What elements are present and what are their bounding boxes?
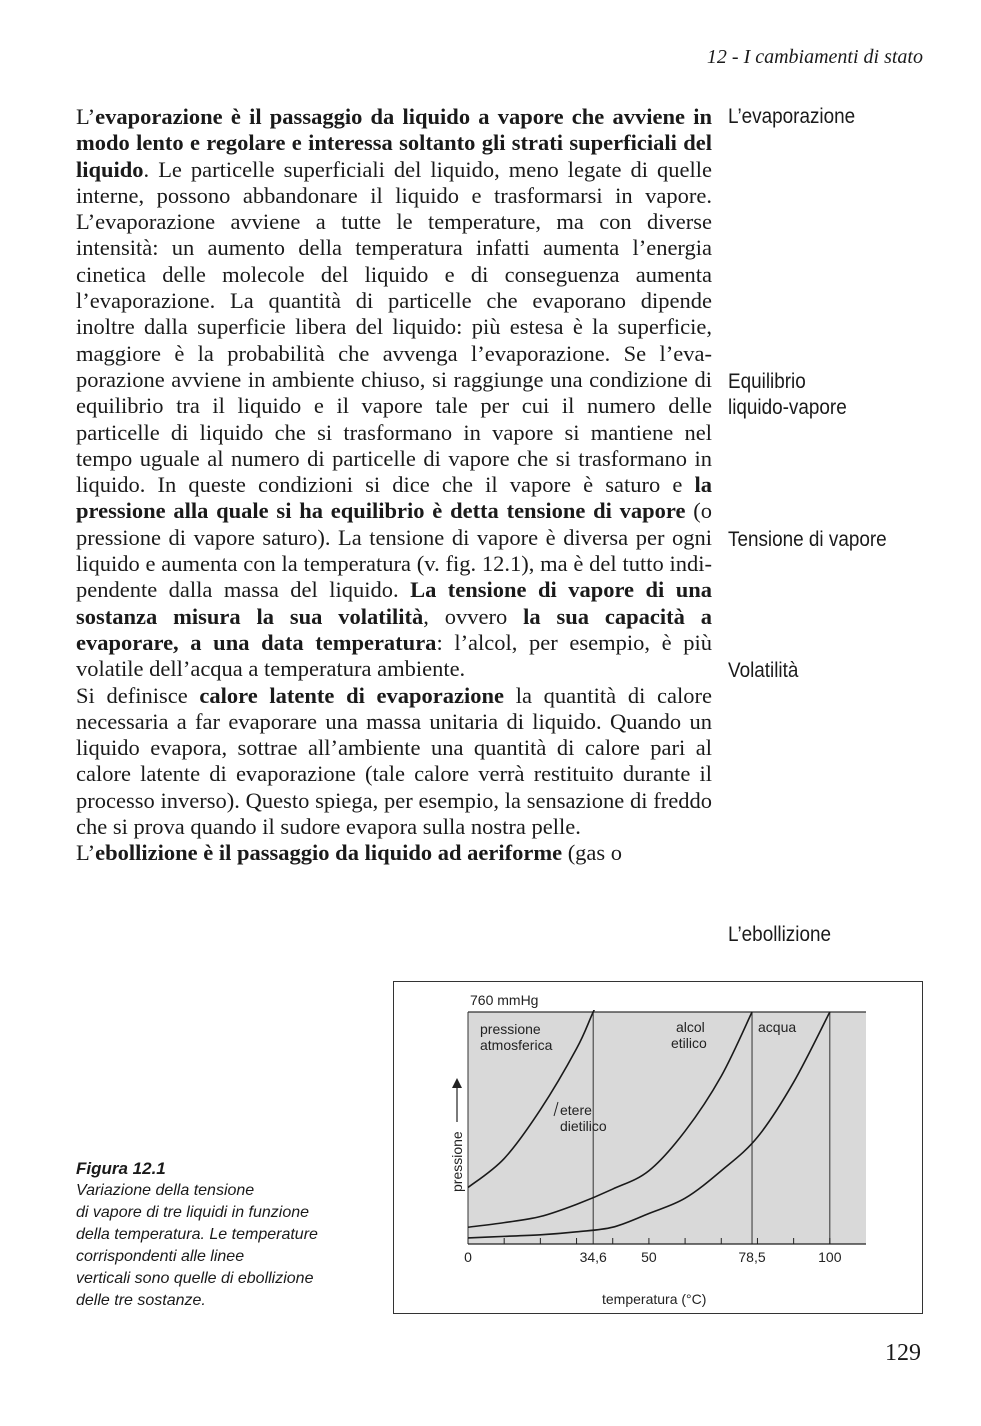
label-alcol: alcol: [676, 1019, 705, 1035]
x-tick-label: 0: [464, 1249, 472, 1265]
text-run: (o pressione di vapore saturo). La tensione di vapore è diversa per ogni liquido e aumenta con la temperatura (v. fig. 12.1), ma è del tutto indipendente dalla massa del liquido.: [76, 498, 713, 603]
running-header: 12 - I cambiamenti di stato: [706, 46, 923, 68]
figure-12-1: [393, 981, 923, 1314]
paragraph-evaporazione: [76, 104, 712, 683]
label-acqua: acqua: [758, 1019, 797, 1035]
label-etere: etere: [560, 1102, 592, 1118]
label-etilico: etilico: [671, 1035, 707, 1051]
text-run: (gas o: [562, 840, 623, 866]
margin-note-equilibrio: Equilibrio: [728, 370, 806, 393]
caption-line: delle tre sostanze.: [76, 1292, 206, 1309]
top-label: 760 mmHg: [470, 992, 539, 1008]
y-axis-arrow-head: [452, 1078, 462, 1088]
x-axis-label: temperatura (°C): [602, 1291, 707, 1307]
x-tick-label: 50: [641, 1249, 657, 1265]
bold-run: la pressione alla quale si ha equilibrio è detta tensione di vapore: [76, 472, 712, 524]
atm-label-1: pressione: [480, 1021, 541, 1037]
x-tick-label: 34,6: [579, 1249, 607, 1265]
paragraph-calore-latente: [76, 683, 712, 841]
text-run: , ovvero: [423, 603, 524, 629]
figure-caption: [76, 1158, 366, 1312]
caption-line: verticali sono quelle di ebollizione: [76, 1270, 314, 1287]
vapor-pressure-chart: [394, 982, 922, 1313]
margin-note-volatilita: Volatilità: [728, 659, 799, 682]
caption-line: di vapore di tre liquidi in funzione: [76, 1204, 310, 1221]
text-run: L’: [76, 840, 96, 866]
bold-run: La tensione di vapore di una sostanza misura la sua volatilità: [76, 577, 712, 629]
text-run: . Le particelle superficiali del liquido, meno legate di quelle interne, possono abbandonare il liquido e trasformarsi in vapore. L’evaporazione avviene a tutte le temperature, ma con diverse intensità: un aumento della temperatura infatti aumenta l’energia cinetica delle molecole del liquido e di conseguenza aumenta l’evaporazione. La quantità di particelle che evaporano dipende inoltre dalla superficie libera del liquido: più estesa è la superficie, maggiore è la probabilità che avvenga l’evaporazione. Se l’evaporazione avviene in ambiente chiuso, si raggiunge una condizione di equilibrio tra il liquido e il vapore tale per cui il numero delle particelle di liquido che si trasformano in vapore si mantiene nel tempo uguale al numero di particelle di vapore che si trasformano in liquido. In queste condizioni si dice che il vapore è saturo e: [76, 156, 712, 498]
bold-run: calore latente di evaporazione: [199, 682, 505, 708]
margin-note-ebollizione: L’ebollizione: [728, 923, 831, 946]
figure-caption-title: Figura 12.1: [76, 1159, 166, 1178]
margin-note-liquido-vapore: liquido-vapore: [728, 396, 847, 419]
page-number: 129: [885, 1340, 921, 1366]
bold-run: evaporazione è il passaggio da liquido a vapore che avviene in modo lento e regolare e interessa soltanto gli strati superficiali del liquido: [76, 104, 712, 182]
paragraph-ebollizione: [76, 840, 712, 866]
caption-line: Variazione della tensione: [76, 1182, 255, 1199]
atm-label-2: atmosferica: [480, 1037, 553, 1053]
bold-run: la sua capacità a evaporare, a una data temperatura: [76, 603, 712, 655]
x-tick-label: 78,5: [738, 1249, 766, 1265]
margin-note-tensione: Tensione di vapore: [728, 528, 887, 551]
text-run: la quantità di calore necessaria a far evaporare una massa unitaria di liquido. Quando un liquido evapora, sottrae all’ambiente una quantità di calore pari al calore latente di evaporazione (tale calore verrà restituito durante il processo inverso). Questo spiega, per esempio, la sensazione di freddo che si prova quando il sudore evapora sulla nostra pelle.: [76, 682, 712, 840]
x-tick-label: 100: [818, 1249, 842, 1265]
text-run: : l’alcol, per esempio, è più volatile dell’acqua a temperatura ambiente.: [76, 629, 712, 682]
text-run: Si definisce: [76, 682, 200, 708]
text-run: L’: [76, 104, 96, 129]
bold-run: ebollizione è il passaggio da liquido ad aeriforme: [95, 840, 563, 866]
margin-note-evaporazione: L’evaporazione: [728, 105, 856, 128]
y-axis-label: pressione: [449, 1131, 465, 1192]
label-dietilico: dietilico: [560, 1118, 607, 1134]
caption-line: della temperatura. Le temperature: [76, 1226, 318, 1243]
caption-line: corrispondenti alle linee: [76, 1248, 245, 1265]
body-text: [76, 104, 712, 867]
